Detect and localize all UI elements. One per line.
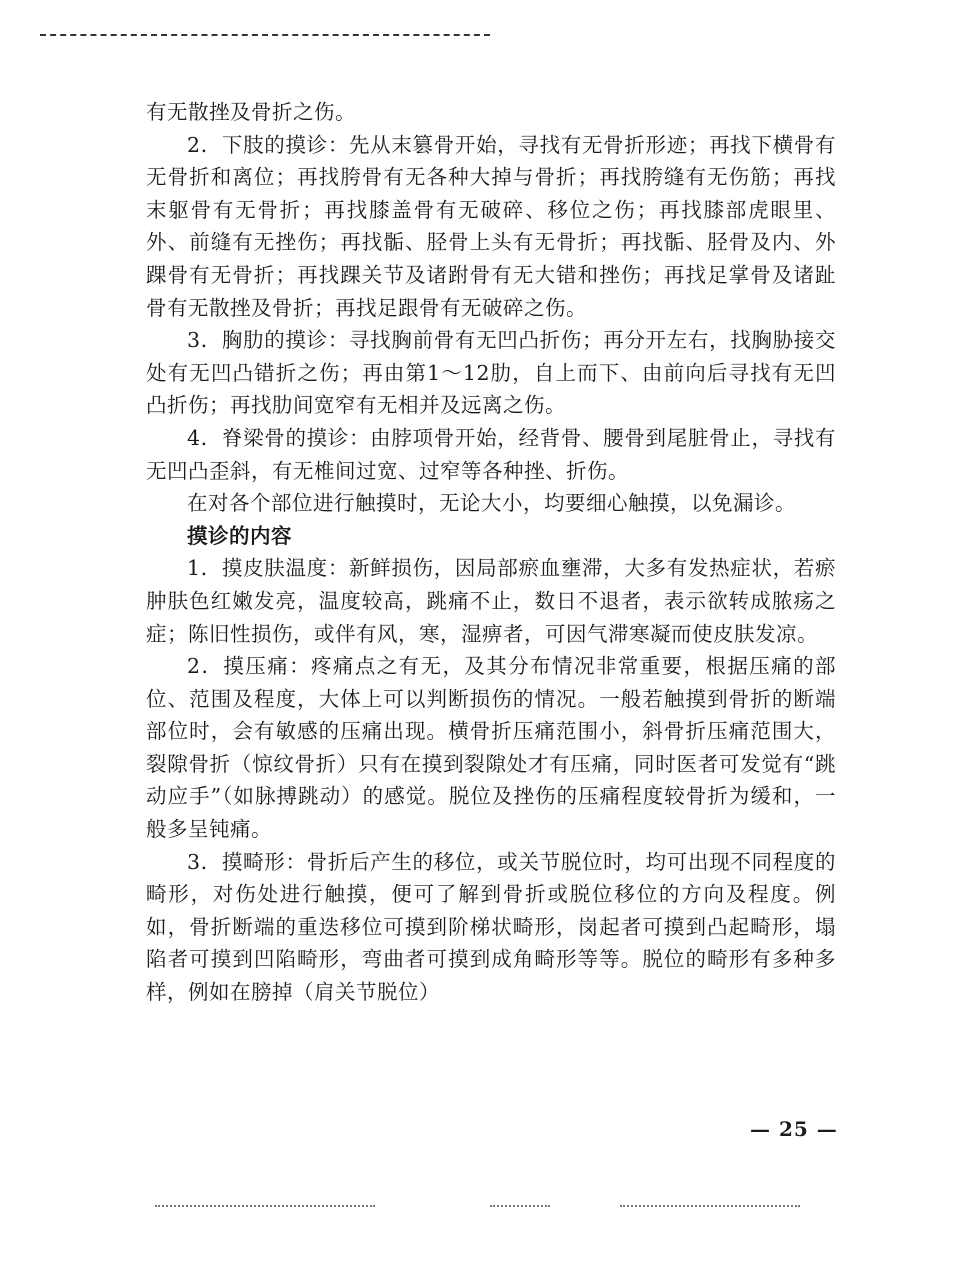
body-text: [146, 96, 836, 1009]
paragraph: 2．摸压痛：疼痛点之有无，及其分布情况非常重要，根据压痛的部位、范围及程度，大体上可以判断损伤的情况。一般若触摸到骨折的断端部位时，会有敏感的压痛出现。横骨折压痛范围小，斜骨折压痛范围大，裂隙骨折（惊纹骨折）只有在摸到裂隙处才有压痛，同时医者可发觉有“跳动应手”（如脉搏跳动）的感觉。脱位及挫伤的压痛程度较骨折为缓和，一般多呈钝痛。: [146, 654, 836, 842]
paragraph: 在对各个部位进行触摸时，无论大小，均要细心触摸，以免漏诊。: [187, 491, 796, 516]
paragraph: 1．摸皮肤温度：新鲜损伤，因局部瘀血壅滞，大多有发热症状，若瘀肿肤色红嫩发亮，温度较高，跳痛不止，数日不退者，表示欲转成脓疡之症；陈旧性损伤，或伴有风，寒，湿痹者，可因气滞寒凝而使皮肤发凉。: [146, 556, 836, 646]
section-heading: 摸诊的内容: [187, 523, 292, 548]
scan-artifact: [490, 1205, 550, 1207]
paragraph: 3．胸肋的摸诊：寻找胸前骨有无凹凸折伤；再分开左右，找胸胁接交处有无凹凸错折之伤；再由第1～12肋，自上而下、由前向后寻找有无凹凸折伤；再找肋间宽窄有无相并及远离之伤。: [146, 328, 836, 418]
scan-artifact: [620, 1205, 800, 1207]
top-dashed-rule: [40, 34, 490, 36]
paragraph: 有无散挫及骨折之伤。: [146, 100, 356, 124]
paragraph: 4．脊梁骨的摸诊：由脖项骨开始，经背骨、腰骨到尾脏骨止，寻找有无凹凸歪斜，有无椎间过宽、过窄等各种挫、折伤。: [146, 425, 836, 483]
page-number: — 25 —: [750, 1117, 838, 1141]
paragraph: 3．摸畸形：骨折后产生的移位，或关节脱位时，均可出现不同程度的畸形，对伤处进行触摸，便可了解到骨折或脱位移位的方向及程度。例如，骨折断端的重迭移位可摸到阶梯状畸形，岗起者可摸到凸起畸形，塌陷者可摸到凹陷畸形，弯曲者可摸到成角畸形等等。脱位的畸形有多种多样，例如在膀掉（肩关节脱位）: [146, 849, 836, 1005]
scan-artifact: [155, 1205, 375, 1207]
paragraph: 2．下肢的摸诊：先从末篡骨开始，寻找有无骨折形迹；再找下横骨有无骨折和离位；再找胯骨有无各种大掉与骨折；再找胯缝有无伤筋；再找末躯骨有无骨折；再找膝盖骨有无破碎、移位之伤；再找膝部虎眼里、外、前缝有无挫伤；再找骺、胫骨上头有无骨折；再找骺、胫骨及内、外踝骨有无骨折；再找踝关节及诸跗骨有无大错和挫伤；再找足掌骨及诸趾骨有无散挫及骨折；再找足跟骨有无破碎之伤。: [146, 132, 836, 320]
